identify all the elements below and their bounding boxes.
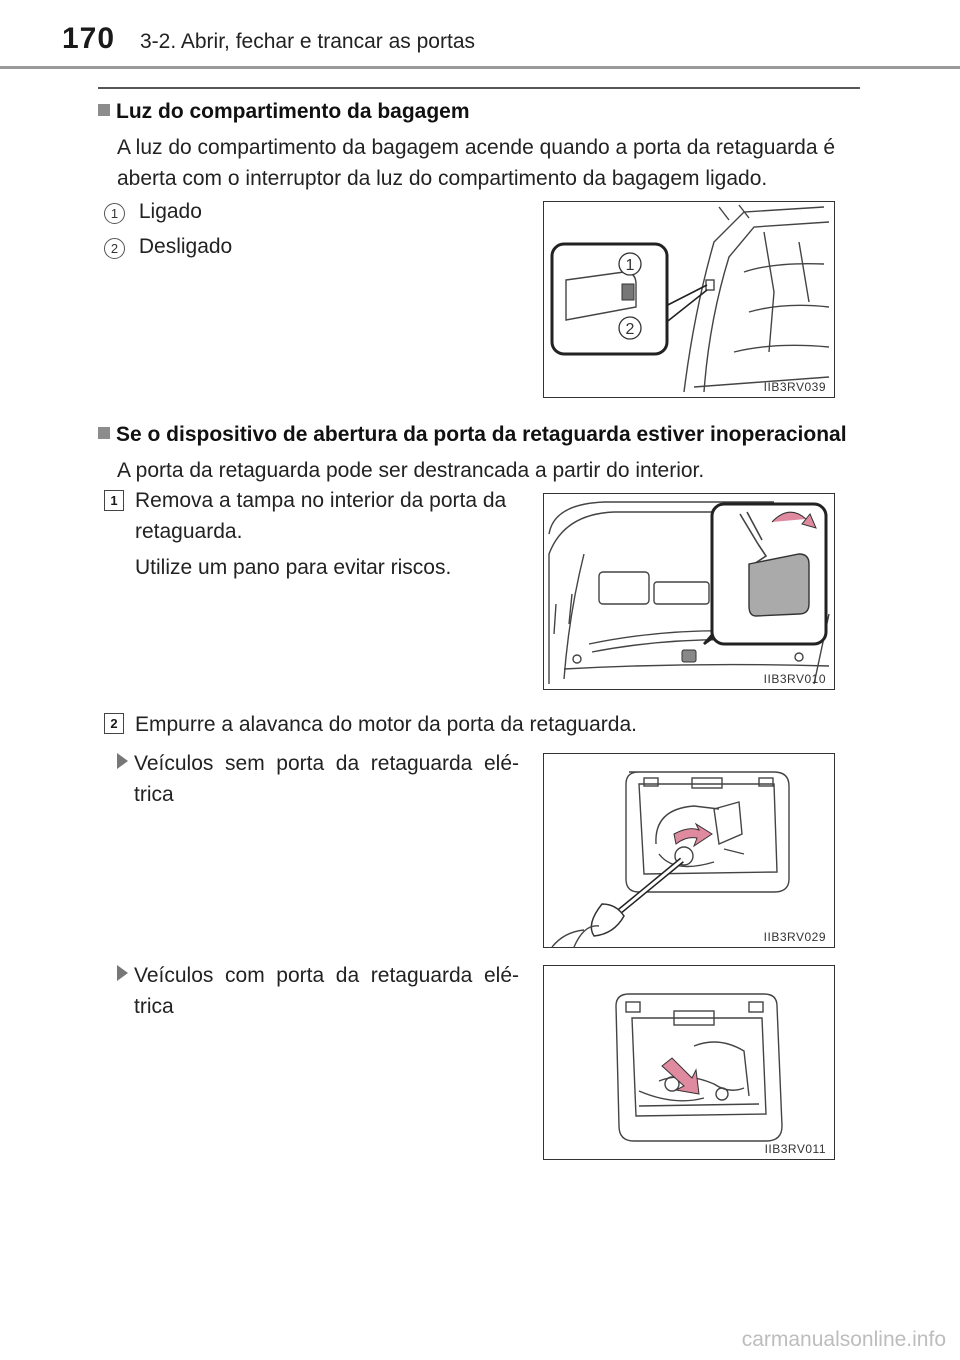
number-1-icon: 1 bbox=[104, 203, 125, 224]
header-divider bbox=[0, 66, 960, 69]
step-1-text: Remova a tampa no interior da porta da retaguarda. bbox=[135, 489, 507, 543]
step-number-1: 1 bbox=[104, 490, 124, 511]
triangle-bullet-icon bbox=[117, 753, 128, 769]
step-1-note: Utilize um pano para evitar riscos. bbox=[135, 556, 452, 579]
figure-lever-power-door bbox=[543, 965, 835, 1160]
lever-screwdriver-illustration bbox=[544, 754, 834, 947]
page-number: 170 bbox=[62, 22, 116, 55]
luggage-compartment-illustration bbox=[544, 202, 834, 397]
figure-back-door-cover bbox=[543, 493, 835, 690]
chapter-title: 3-2. Abrir, fechar e trancar as portas bbox=[140, 30, 475, 53]
power-door-lever-illustration bbox=[544, 966, 834, 1159]
section-body-luggage-light: A luz do compartimento da bagagem acende quando a porta da retaguarda é aberta com o interruptor da luz do compartimento da bagagem ligado. bbox=[117, 136, 836, 190]
section-heading-luggage-light: Luz do compartimento da bagagem bbox=[98, 100, 470, 124]
section-heading-door-inoperative: Se o dispositivo de abertura da porta da retaguarda estiver inoperacional bbox=[98, 423, 847, 447]
case-without-power-door: Veículos sem porta da retaguarda elé- trica bbox=[117, 748, 519, 810]
step-number-2: 2 bbox=[104, 713, 124, 734]
svg-text:1: 1 bbox=[625, 257, 635, 274]
triangle-bullet-icon bbox=[117, 965, 128, 981]
list-item: 2 Desligado bbox=[104, 231, 232, 262]
content-divider bbox=[98, 87, 860, 89]
figure-code: IIB3RV029 bbox=[763, 930, 826, 944]
list-item: 1 Ligado bbox=[104, 196, 202, 227]
figure-code: IIB3RV010 bbox=[763, 672, 826, 686]
section-body-door-inoperative: A porta da retaguarda pode ser destrancada a partir do interior. bbox=[117, 459, 705, 482]
svg-text:2: 2 bbox=[625, 321, 635, 338]
case-with-power-door: Veículos com porta da retaguarda elé- trica bbox=[117, 960, 519, 1022]
figure-lever-manual-door bbox=[543, 753, 835, 948]
square-bullet-icon bbox=[98, 427, 110, 439]
square-bullet-icon bbox=[98, 104, 110, 116]
number-2-icon: 2 bbox=[104, 238, 125, 259]
watermark: carmanualsonline.info bbox=[741, 1328, 946, 1351]
figure-luggage-light-switch bbox=[543, 201, 835, 398]
step-2-text: Empurre a alavanca do motor da porta da retaguarda. bbox=[135, 713, 637, 736]
figure-code: IIB3RV039 bbox=[763, 380, 826, 394]
back-door-interior-illustration bbox=[544, 494, 834, 689]
figure-code: IIB3RV011 bbox=[764, 1142, 826, 1156]
